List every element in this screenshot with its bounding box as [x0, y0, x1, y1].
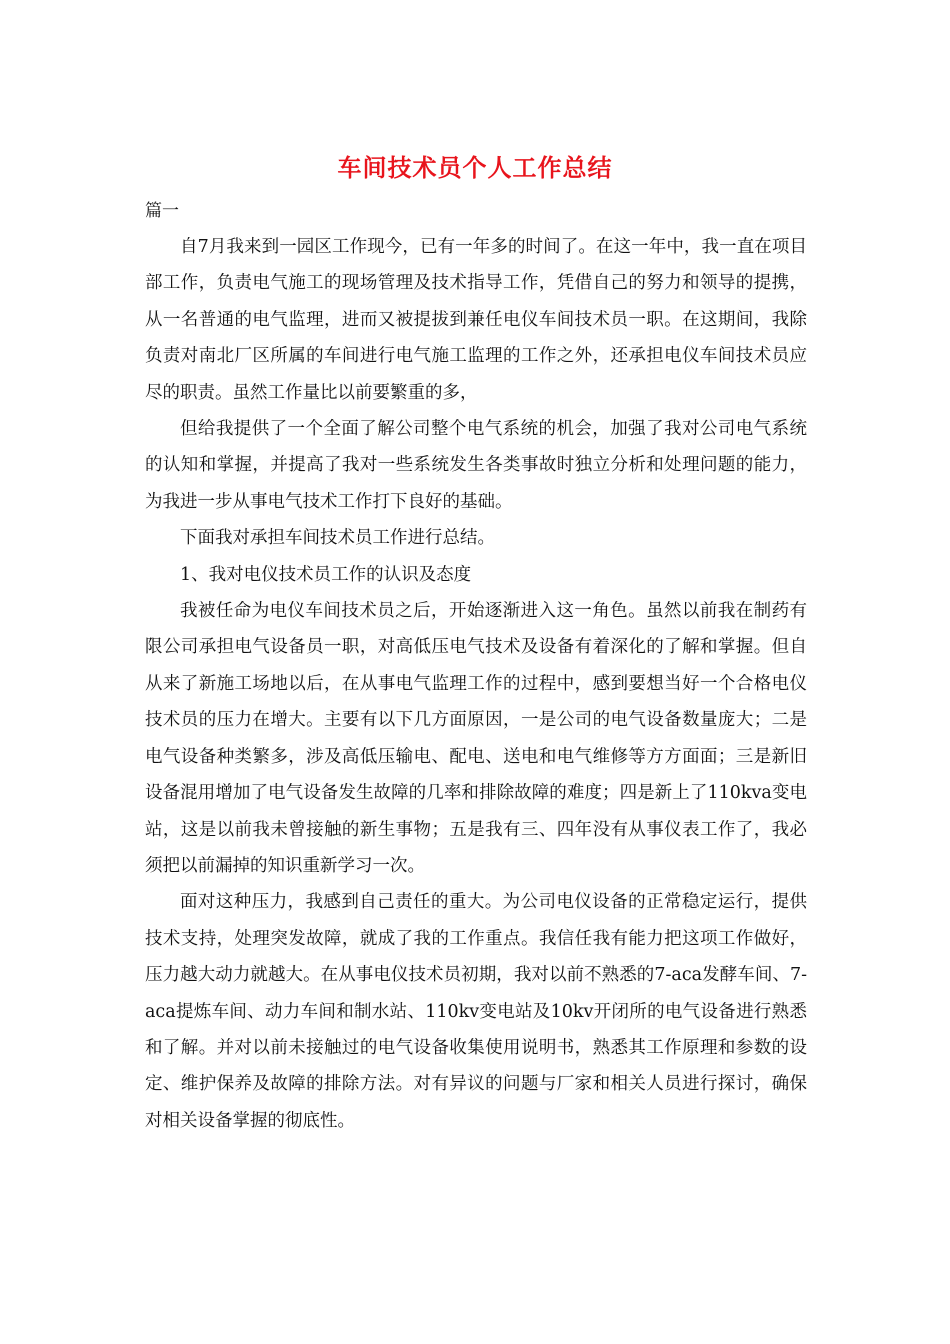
paragraph: 自7月我来到一园区工作现今，已有一年多的时间了。在这一年中，我一直在项目部工作，负责电气施工的现场管理及技术指导工作，凭借自己的努力和领导的提携，从一名普通的电气监理，进而又被提拔到兼任电仪车间技术员一职。在这期间，我除负责对南北厂区所属的车间进行电气施工监理的工作之外，还承担电仪车间技术员应尽的职责。虽然工作量比以前要繁重的多， — [145, 237, 807, 403]
section-label: 篇一 — [145, 201, 179, 221]
document-title: 车间技术员个人工作总结 — [337, 153, 613, 182]
paragraph: 面对这种压力，我感到自己责任的重大。为公司电仪设备的正常稳定运行，提供技术支持，处理突发故障，就成了我的工作重点。我信任我有能力把这项工作做好，压力越大动力就越大。在从事电仪技术员初期，我对以前不熟悉的7-aca发酵车间、7-aca提炼车间、动力车间和制水站、110kv变电站及10kv开闭所的电气设备进行熟悉和了解。并对以前未接触过的电气设备收集使用说明书，熟悉其工作原理和参数的设定、维护保养及故障的排除方法。对有异议的问题与厂家和相关人员进行探讨，确保对相关设备掌握的彻底性。 — [145, 892, 807, 1131]
paragraph: 但给我提供了一个全面了解公司整个电气系统的机会，加强了我对公司电气系统的认知和掌握，并提高了我对一些系统发生各类事故时独立分析和处理问题的能力，为我进一步从事电气技术工作打下良好的基础。 — [145, 419, 807, 512]
paragraph: 下面我对承担车间技术员工作进行总结。 — [180, 528, 495, 549]
paragraph-heading: 1、我对电仪技术员工作的认识及态度 — [180, 564, 472, 585]
paragraph: 我被任命为电仪车间技术员之后，开始逐渐进入这一角色。虽然以前我在制药有限公司承担电气设备员一职，对高低压电气技术及设备有着深化的了解和掌握。但自从来了新施工场地以后，在从事电气监理工作的过程中，感到要想当好一个合格电仪技术员的压力在增大。主要有以下几方面原因，一是公司的电气设备数量庞大；二是电气设备种类繁多，涉及高低压输电、配电、送电和电气维修等方方面面；三是新旧设备混用增加了电气设备发生故障的几率和排除故障的难度；四是新上了110kva变电站，这是以前我未曾接触的新生事物；五是我有三、四年没有从事仪表工作了，我必须把以前漏掉的知识重新学习一次。 — [145, 601, 807, 876]
document-body — [145, 229, 807, 1139]
